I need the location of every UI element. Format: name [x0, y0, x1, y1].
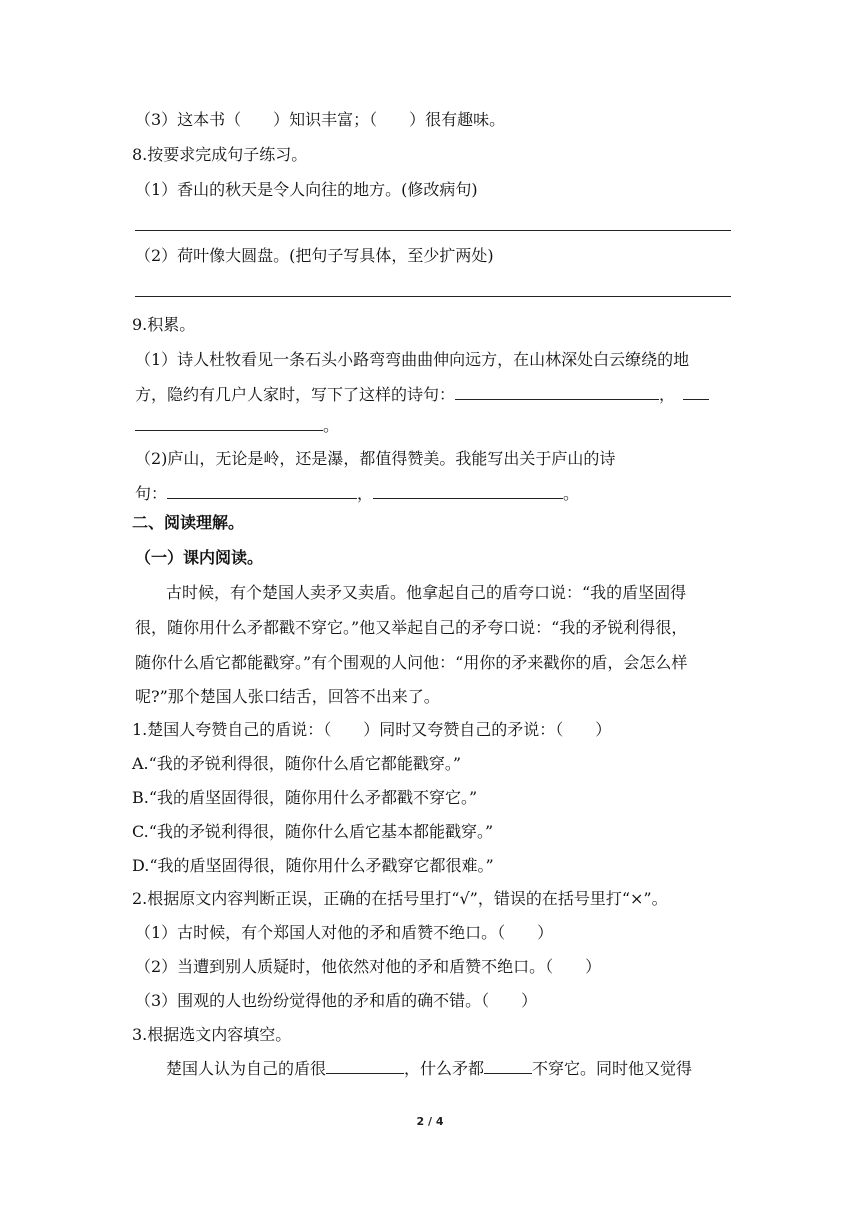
- section-title: 二、阅读理解。: [132, 513, 245, 532]
- r3-text-a: 楚国人认为自己的盾很: [166, 1059, 327, 1078]
- r3-text-b: ，什么矛都: [404, 1059, 485, 1078]
- passage-line: 呢?”那个楚国人张口结舌，回答不出来了。: [135, 687, 440, 706]
- q9-blank-2b[interactable]: [135, 416, 323, 431]
- q9-blank-4[interactable]: [373, 484, 563, 499]
- q8-title: 8.按要求完成句子练习。: [132, 145, 308, 164]
- q9-item1-line2: [135, 385, 709, 405]
- period: 。: [323, 416, 340, 435]
- r3-text-c: 不穿它。同时他又觉得: [532, 1059, 693, 1078]
- r1-option-a: A.“我的矛锐利得很，随你什么盾它都能戳穿。”: [132, 754, 462, 773]
- q9-title: 9.积累。: [132, 315, 196, 334]
- q7-item3: （3）这本书（ ）知识丰富；（ ）很有趣味。: [135, 110, 506, 129]
- q8-answer-line-1[interactable]: [135, 230, 731, 231]
- q9-item2-line1: [135, 449, 731, 469]
- r2-item-1: （1）古时候，有个郑国人对他的矛和盾赞不绝口。（ ）: [135, 923, 554, 942]
- r3-blank-2[interactable]: [484, 1059, 532, 1074]
- r3-title: 3.根据选文内容填空。: [132, 1025, 292, 1044]
- r3-blank-1[interactable]: [326, 1059, 404, 1074]
- q9-item1-line3: [135, 416, 339, 436]
- q9-blank-1[interactable]: [455, 385, 659, 400]
- r1-option-b: B.“我的盾坚固得很，随你用什么矛都戳不穿它。”: [132, 788, 478, 807]
- q9-item2-line2: [135, 484, 579, 504]
- q8-answer-line-2[interactable]: [135, 296, 731, 297]
- r2-title: 2.根据原文内容判断正误，正确的在括号里打“√”，错误的在括号里打“×”。: [132, 889, 668, 908]
- comma: ，: [659, 385, 676, 404]
- q9-item1-text: 方，隐约有几户人家时，写下了这样的诗句：: [135, 385, 456, 404]
- r1-option-d: D.“我的盾坚固得很，随你用什么矛戳穿它都很难。”: [132, 856, 494, 875]
- r3-fill-line: [166, 1059, 692, 1079]
- r2-item-2: （2）当遭到别人质疑时，他依然对他的矛和盾赞不绝口。（ ）: [135, 957, 602, 976]
- page-number: 2 / 4: [416, 1115, 444, 1128]
- r1-title: 1.楚国人夸赞自己的盾说：（ ）同时又夸赞自己的矛说：（ ）: [132, 720, 612, 739]
- passage-line: 随你什么盾它都能戳穿。”有个围观的人问他：“用你的矛来戳你的盾，会怎么样: [135, 653, 688, 672]
- q9-blank-3[interactable]: [167, 484, 357, 499]
- q9-item1-line1: （1）诗人杜牧看见一条石头小路弯弯曲曲伸向远方，在山林深处白云缭绕的地: [135, 350, 690, 369]
- period: 。: [563, 484, 580, 503]
- q8-item2: （2）荷叶像大圆盘。(把句子写具体，至少扩两处): [135, 246, 494, 265]
- passage-line: 古时候，有个楚国人卖矛又卖盾。他拿起自己的盾夸口说：“我的盾坚固得: [166, 583, 687, 602]
- comma: ，: [357, 484, 374, 503]
- q9-item2-text: （2)庐山，无论是岭，还是瀑，都值得赞美。我能写出关于庐山的诗: [135, 449, 616, 468]
- r2-item-3: （3）围观的人也纷纷觉得他的矛和盾的确不错。（ ）: [135, 991, 538, 1010]
- r1-option-c: C.“我的矛锐利得很，随你什么盾它基本都能戳穿。”: [132, 822, 494, 841]
- q8-item1: （1）香山的秋天是令人向往的地方。(修改病句): [135, 180, 478, 199]
- q9-item2-prefix: 句：: [135, 484, 168, 503]
- q9-blank-2a[interactable]: [683, 385, 709, 400]
- subsection-title: （一）课内阅读。: [135, 548, 264, 567]
- passage-line: 很，随你用什么矛都戳不穿它。”他又举起自己的矛夸口说：“我的矛锐利得很，: [135, 618, 688, 637]
